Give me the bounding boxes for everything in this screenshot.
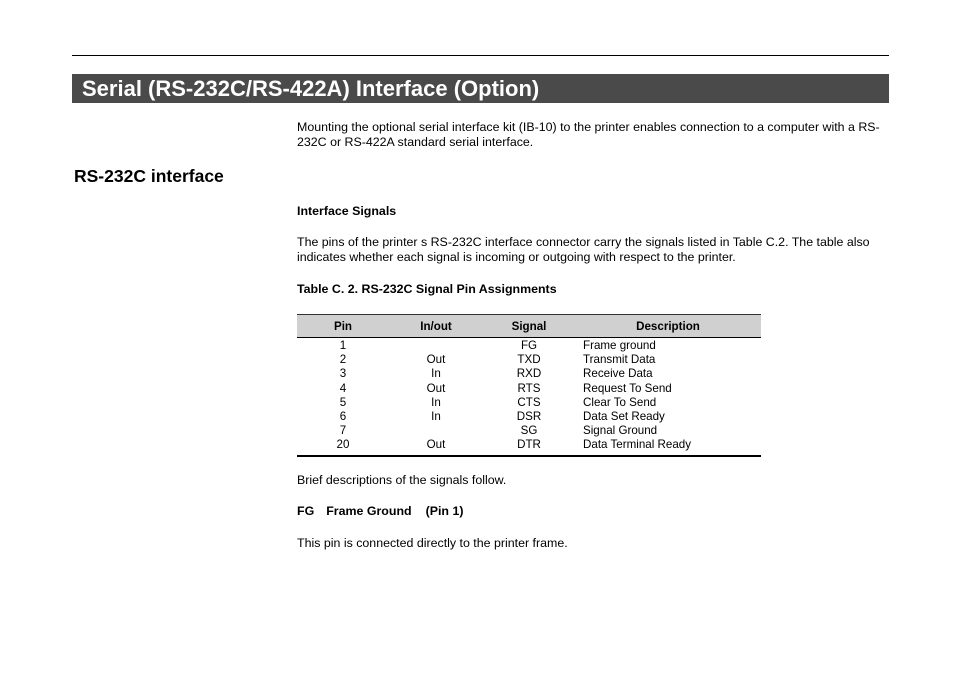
cell-in-out: In <box>431 410 441 424</box>
cell-pin: 7 <box>339 424 347 438</box>
cell-in-out: In <box>431 395 441 409</box>
cell-signal: DTR <box>483 438 575 455</box>
cell-signal: DSR <box>516 410 542 424</box>
table-row <box>297 410 761 424</box>
cell-in-out: Out <box>426 381 446 395</box>
interface-signals-heading: Interface Signals <box>297 204 397 218</box>
page-title: Serial (RS-232C/RS-422A) Interface (Option) <box>72 74 889 103</box>
table-row <box>297 367 761 381</box>
table-row <box>297 382 761 396</box>
fg-description: This pin is connected directly to the printer frame. <box>297 536 568 550</box>
cell-signal: RXD <box>516 367 542 381</box>
header-in-out: In/out <box>389 315 483 338</box>
cell-description: Data Terminal Ready <box>575 438 761 455</box>
cell-in-out: In <box>431 367 441 381</box>
cell-description: Data Set Ready <box>583 410 665 424</box>
cell-description: Receive Data <box>583 367 653 381</box>
cell-description: Request To Send <box>583 381 672 395</box>
cell-signal: SG <box>520 424 538 438</box>
cell-description: Transmit Data <box>583 353 656 367</box>
top-rule <box>72 55 889 56</box>
table-row <box>297 438 761 455</box>
table-row <box>297 396 761 410</box>
signal-pin-table <box>297 314 761 457</box>
cell-pin: 5 <box>339 395 347 409</box>
cell-pin: 3 <box>339 367 347 381</box>
cell-signal: FG <box>520 339 538 352</box>
table-row <box>297 338 761 354</box>
fg-signal-name: Frame Ground <box>326 504 412 518</box>
cell-signal: RTS <box>517 381 541 395</box>
cell-in-out <box>389 424 483 438</box>
table-header-row <box>297 315 761 338</box>
fg-signal-code: FG <box>297 504 315 518</box>
fg-signal-heading <box>297 504 463 519</box>
section-heading: RS-232C interface <box>74 166 224 186</box>
cell-pin: 2 <box>339 353 347 367</box>
table-row <box>297 424 761 438</box>
cell-signal: TXD <box>517 353 541 367</box>
table-row <box>297 353 761 367</box>
cell-description: Clear To Send <box>583 395 657 409</box>
cell-signal: CTS <box>517 395 541 409</box>
header-pin: Pin <box>297 315 389 338</box>
cell-pin: 1 <box>339 339 347 352</box>
cell-in-out: Out <box>389 438 483 455</box>
pins-paragraph: The pins of the printer s RS-232C interface connector carry the signals listed in Table C.2. The table also indicates whether each signal is incoming or outgoing with respect to the printer. <box>297 235 870 264</box>
header-description: Description <box>575 315 761 338</box>
table-caption: Table C. 2. RS-232C Signal Pin Assignments <box>297 282 557 296</box>
cell-in-out: Out <box>426 353 446 367</box>
intro-paragraph: Mounting the optional serial interface kit (IB-10) to the printer enables connection to a computer with a RS-232C or RS-422A standard serial interface. <box>297 120 880 149</box>
header-signal: Signal <box>483 315 575 338</box>
cell-pin: 6 <box>339 410 347 424</box>
cell-description: Signal Ground <box>583 424 658 438</box>
cell-description: Frame ground <box>583 339 656 352</box>
brief-descriptions-text: Brief descriptions of the signals follow. <box>297 473 507 487</box>
cell-pin: 4 <box>339 381 347 395</box>
fg-signal-pin: (Pin 1) <box>425 504 464 518</box>
cell-pin: 20 <box>297 438 389 455</box>
cell-in-out <box>389 338 483 354</box>
